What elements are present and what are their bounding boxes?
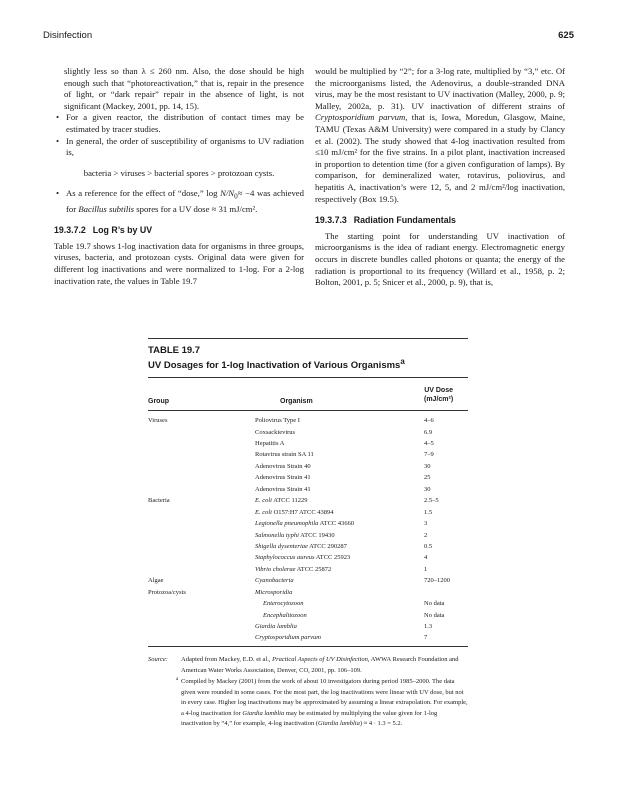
bullet-text: As a reference for the effect of “dose,” log [66,188,221,199]
table-row [148,621,468,632]
page-number: 625 [558,30,574,41]
susceptibility-order: bacteria > viruses > bacterial spores > protozoan cysts. [83,167,275,178]
cell-uv-dose: 2 [424,531,428,539]
dose-header-line1: UV Dose [424,387,453,395]
organism-species: Legionella pneumophila [255,520,319,528]
species-name: Cryptosporidium parvum [315,112,406,123]
organism-species: E. coli [255,497,272,505]
source-text: , AWWA Research Foundation and American Water Works Association, Denver, CO, 2001, pp. 106–109. [181,655,459,674]
cell-uv-dose: 4–5 [424,440,434,448]
section-number: 19.3.7.3 [315,215,347,226]
cell-organism [255,552,350,563]
table-row [148,472,468,483]
organism-species: Cryptosporidium parvum [255,634,321,642]
paragraph-continuation: slightly less so than λ ≤ 260 nm. Also, the dose should be high enough such that “photoreactivation,” that is, repair in the presence of light, or “dark repair” repair in the absence of light, is not significant (Mackey, 2001, pp. 14, 15). [64,66,304,111]
table-row [148,541,468,552]
table-row [148,598,468,609]
cell-uv-dose: 1.5 [424,508,433,516]
organism-species: Encephalitozoon [263,611,307,619]
table-19-7 [148,338,468,730]
organism-species: Enterocytozoon [263,600,304,608]
paragraph-text: , that is, Iowa, Moredun, Glasgow, Maine, TAMU (Texas A&M University) were compared in a study by Clancy et al. (2002). The study showed that 4-log inactivation resulted from ≤10 mJ/cm² for the five strains. In a pilot plant, inactivation increased in proportion to detention time (for a given configuration of lamps). By comparison, for demineralized water, rotavirus, poliovirus, and hepatitis A, inactivation’s were 12, 5, and 2 mJ/cm²/log inactivation, respectively (Box 19.5). [315,112,565,204]
left-column [54,66,304,287]
section-title: Log R’s by UV [92,225,153,236]
section-title: Radiation Fundamentals [353,215,456,226]
table-row [148,507,468,518]
table-title-text: UV Dosages for 1-log Inactivation of Various Organisms [148,360,401,372]
table-bottom-rule [148,646,468,647]
cell-organism: Adenovirus Strain 41 [255,485,311,493]
cell-organism [255,518,354,529]
cell-organism [255,587,292,598]
table-footnote [148,677,468,730]
organism-species: Cyanobacteria [255,577,294,585]
table-notes [148,655,468,730]
cell-group: Protozoa/cysts [148,588,186,596]
organism-strain: ATCC 25923 [314,554,351,562]
footnote-text: Compiled by Mackey (2001) from the work of about 10 investigators during period 1985–2000. The data given were rounded in some cases. For the most part, the log inactivations were linear with UV dose, but not in every case. Higher log inactivations may be approximated by assuming a linear extrapolation. For example, a 4-log inactivation for [181,678,468,717]
footnote-text: may be estimated by multiplying the value given for 1-log inactivation by “4,” for example, 4-log inactivation ( [181,709,438,728]
cell-group: Viruses [148,417,168,425]
bullet-item [54,188,304,215]
organism-species: E. coli [255,508,272,516]
organism-strain: O157:H7 ATCC 43894 [271,508,334,516]
table-number: TABLE 19.7 [148,345,201,356]
table-header-rule [148,410,468,411]
table-row [148,518,468,529]
section-paragraph: Table 19.7 shows 1-log inactivation data for organisms in three groups, viruses, bacteria, and protozoan cysts. Original data were given for different log inactivations and were normalized to 1-log. For a 2-log inactivation rate, the values in Table 19.7 [54,240,304,286]
cell-organism [255,564,331,575]
table-row [148,587,468,598]
cell-organism [255,575,294,586]
paragraph [315,66,565,205]
table-row [148,495,468,506]
organism-strain: ATCC 290287 [307,542,347,550]
cell-organism: Poliovirus Type I [255,417,300,425]
section-paragraph: The starting point for understanding UV inactivation of microorganisms is the idea of radiant energy. Electromagnetic energy occurs in discrete bundles called photons or quanta; the energy of the radiation is proportional to its frequency (Willard et al., 1958, p. 2; Bolton, 2001, p. 5; Snicer et al., 2000, p. 9), that is, [315,230,565,288]
table-row [148,530,468,541]
cell-uv-dose: 30 [424,462,431,470]
running-header-section: Disinfection [43,30,93,41]
table-row [148,449,468,460]
table-row [148,564,468,575]
table-body [148,415,468,644]
bullet-item: • For a given reactor, the distribution of contact times may be estimated by tracer studies. [54,112,304,135]
cell-organism: Hepatitis A [255,440,285,448]
table-row [148,575,468,586]
cell-organism [255,632,321,643]
cell-organism [263,610,307,621]
source-title: Practical Aspects of UV Disinfection [272,655,368,663]
table-title [148,357,468,371]
organism-species: Staphylococcus aureus [255,554,315,562]
cell-uv-dose: 6.9 [424,428,433,436]
cell-group: Bacteria [148,497,170,505]
table-row [148,552,468,563]
column-header-group: Group [148,398,169,406]
bullet-item: • In general, the order of susceptibility of organisms to UV radiation is, [54,136,304,159]
table-row [148,632,468,643]
table-source [148,655,468,676]
cell-organism [255,507,334,518]
organism-strain: ATCC 43660 [318,520,355,528]
table-row [148,610,468,621]
column-header-dose [424,386,453,404]
organism-species: Shigella dysenteriae [255,542,308,550]
table-row [148,415,468,426]
cell-uv-dose: 7 [424,634,428,642]
section-number: 19.3.7.2 [54,225,86,236]
cell-organism [255,541,347,552]
cell-group: Algae [148,577,164,585]
section-heading [315,215,565,227]
bullet-list [54,112,304,158]
organism-species: Microsporidia [255,588,293,596]
table-title-footnote-mark: a [400,357,405,366]
cell-organism: Coxsackievirus [255,428,296,436]
cell-uv-dose: 4 [424,554,428,562]
cell-organism [263,598,304,609]
paragraph-text: would be multiplied by “2”; for a 3-log rate, multiplied by “3,” etc. Of the microorganisms listed, the Adenovirus, a double-stranded DNA virus, may be the most resistant to UV inactivation (Malley, 2000, p. 9; Malley, 2002a, p. 31). UV inactivation of different strains of [315,66,565,111]
table-row [148,484,468,495]
column-header-organism: Organism [280,398,313,406]
cell-uv-dose: 720–1200 [424,577,450,585]
organism-species: Giardia lamblia [255,623,297,631]
cell-organism: Rotavirus strain SA 11 [255,451,314,459]
cell-uv-dose: 2.5–5 [424,497,439,505]
dose-header-line2: (mJ/cm²) [424,396,454,404]
cell-uv-dose: 7–9 [424,451,434,459]
footnote-text: ) ≈ 4 · 1.3 = 5.2. [359,720,403,728]
cell-uv-dose: No data [424,611,445,619]
cell-uv-dose: 25 [424,474,431,482]
table-row [148,438,468,449]
cell-uv-dose: 4–6 [424,417,434,425]
bullet-text: spores for a UV dose ≈ 31 mJ/cm². [134,203,258,214]
species-name: Giardia lamblia [242,709,285,717]
species-name: Bacillus subtilis [78,203,135,214]
cell-organism [255,621,297,632]
footnote-mark: a [176,677,179,683]
cell-organism: Adenovirus Strain 40 [255,462,311,470]
section-heading [54,225,304,237]
ratio-sub: 0 [234,193,238,202]
source-text: Adapted from Mackey, E.D. et al., [181,655,273,663]
organism-species: Salmonella typhi [255,531,299,539]
source-label: Source: [148,655,168,663]
cell-uv-dose: 3 [424,520,428,528]
cell-uv-dose: 1.3 [424,623,433,631]
table-header [148,378,468,410]
bullet-list-2 [54,188,304,215]
right-column [315,66,565,289]
bullet-text: ≈ −4 was achieved for [66,188,305,214]
table-top-rule [148,338,468,339]
organism-species: Vibrio cholerae [255,565,296,573]
cell-uv-dose: 0.5 [424,542,433,550]
cell-uv-dose: No data [424,600,445,608]
cell-uv-dose: 1 [424,565,428,573]
organism-strain: ATCC 11229 [271,497,308,505]
cell-uv-dose: 30 [424,485,431,493]
cell-organism: Adenovirus Strain 41 [255,474,311,482]
cell-organism [255,530,335,541]
organism-strain: ATCC 19430 [298,531,335,539]
table-row [148,461,468,472]
species-name: Giardia lamblia [318,720,360,728]
ratio-var: N/N [220,188,235,199]
cell-organism [255,495,307,506]
organism-strain: ATCC 25872 [295,565,332,573]
table-row [148,427,468,438]
